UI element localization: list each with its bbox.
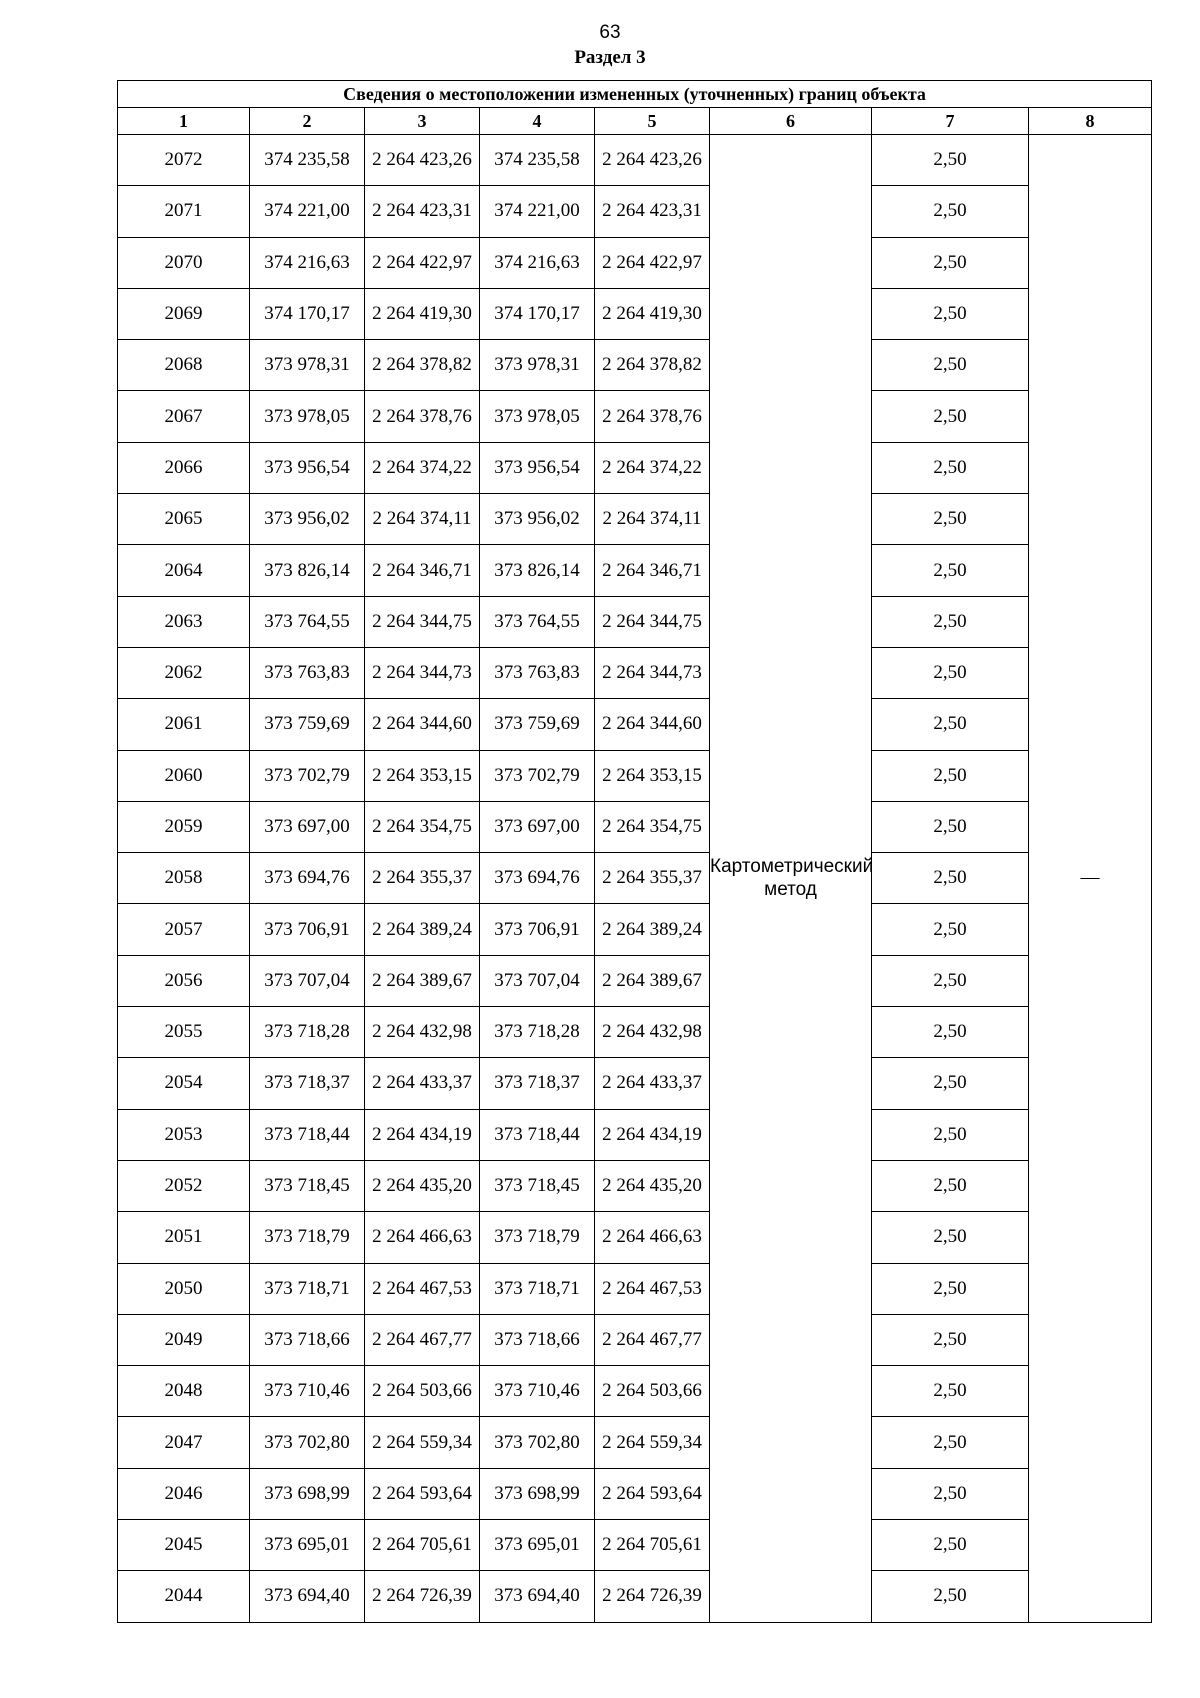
x-old-cell: 373 695,01 [250, 1520, 365, 1571]
y-old-cell: 2 264 344,60 [365, 699, 480, 750]
x-new-cell: 373 763,83 [480, 647, 595, 698]
point-number-cell: 2048 [118, 1366, 250, 1417]
y-old-cell: 2 264 433,37 [365, 1058, 480, 1109]
accuracy-cell: 2,50 [872, 1058, 1029, 1109]
x-old-cell: 373 718,45 [250, 1160, 365, 1211]
point-number-cell: 2051 [118, 1212, 250, 1263]
y-new-cell: 2 264 435,20 [595, 1160, 710, 1211]
x-new-cell: 373 978,05 [480, 391, 595, 442]
point-number-cell: 2056 [118, 955, 250, 1006]
y-new-cell: 2 264 344,75 [595, 596, 710, 647]
y-new-cell: 2 264 432,98 [595, 1007, 710, 1058]
y-old-cell: 2 264 374,11 [365, 494, 480, 545]
x-old-cell: 373 698,99 [250, 1468, 365, 1519]
y-new-cell: 2 264 374,22 [595, 442, 710, 493]
y-old-cell: 2 264 422,97 [365, 237, 480, 288]
accuracy-cell: 2,50 [872, 750, 1029, 801]
table-row [118, 699, 1152, 750]
x-new-cell: 373 759,69 [480, 699, 595, 750]
table-row [118, 135, 1152, 186]
x-old-cell: 373 826,14 [250, 545, 365, 596]
accuracy-cell: 2,50 [872, 699, 1029, 750]
point-number-cell: 2055 [118, 1007, 250, 1058]
point-number-cell: 2067 [118, 391, 250, 442]
table-row [118, 647, 1152, 698]
x-new-cell: 374 221,00 [480, 186, 595, 237]
table-row [118, 237, 1152, 288]
point-number-cell: 2063 [118, 596, 250, 647]
x-old-cell: 373 702,80 [250, 1417, 365, 1468]
x-new-cell: 373 718,28 [480, 1007, 595, 1058]
accuracy-cell: 2,50 [872, 801, 1029, 852]
accuracy-cell: 2,50 [872, 904, 1029, 955]
table-body [118, 135, 1152, 1623]
y-new-cell: 2 264 378,76 [595, 391, 710, 442]
accuracy-cell: 2,50 [872, 1520, 1029, 1571]
y-old-cell: 2 264 593,64 [365, 1468, 480, 1519]
x-old-cell: 373 718,37 [250, 1058, 365, 1109]
y-new-cell: 2 264 559,34 [595, 1417, 710, 1468]
accuracy-cell: 2,50 [872, 1314, 1029, 1365]
coordinates-table [117, 80, 1152, 1623]
y-new-cell: 2 264 355,37 [595, 853, 710, 904]
x-old-cell: 373 764,55 [250, 596, 365, 647]
x-new-cell: 373 718,79 [480, 1212, 595, 1263]
table-row [118, 1160, 1152, 1211]
accuracy-cell: 2,50 [872, 186, 1029, 237]
y-old-cell: 2 264 467,53 [365, 1263, 480, 1314]
table-row [118, 1417, 1152, 1468]
table-row [118, 442, 1152, 493]
y-new-cell: 2 264 389,67 [595, 955, 710, 1006]
y-old-cell: 2 264 559,34 [365, 1417, 480, 1468]
point-number-cell: 2071 [118, 186, 250, 237]
table-caption: Сведения о местоположении измененных (уточненных) границ объекта [118, 81, 1152, 108]
accuracy-cell: 2,50 [872, 596, 1029, 647]
y-old-cell: 2 264 378,76 [365, 391, 480, 442]
y-old-cell: 2 264 705,61 [365, 1520, 480, 1571]
accuracy-cell: 2,50 [872, 135, 1029, 186]
x-new-cell: 373 978,31 [480, 340, 595, 391]
x-new-cell: 373 702,80 [480, 1417, 595, 1468]
x-new-cell: 373 694,76 [480, 853, 595, 904]
accuracy-cell: 2,50 [872, 391, 1029, 442]
table-row [118, 1520, 1152, 1571]
y-old-cell: 2 264 726,39 [365, 1571, 480, 1622]
accuracy-cell: 2,50 [872, 545, 1029, 596]
y-old-cell: 2 264 353,15 [365, 750, 480, 801]
x-new-cell: 373 956,02 [480, 494, 595, 545]
x-old-cell: 373 718,79 [250, 1212, 365, 1263]
y-new-cell: 2 264 378,82 [595, 340, 710, 391]
table-row [118, 340, 1152, 391]
section-title: Раздел 3 [574, 47, 646, 68]
column-number: 2 [250, 108, 365, 135]
point-number-cell: 2053 [118, 1109, 250, 1160]
table-row [118, 288, 1152, 339]
note-cell: — [1029, 135, 1152, 1623]
point-number-cell: 2047 [118, 1417, 250, 1468]
y-old-cell: 2 264 344,73 [365, 647, 480, 698]
x-old-cell: 373 956,54 [250, 442, 365, 493]
table-row [118, 955, 1152, 1006]
x-new-cell: 373 718,45 [480, 1160, 595, 1211]
column-number-row [118, 108, 1152, 135]
y-old-cell: 2 264 346,71 [365, 545, 480, 596]
table-row [118, 1263, 1152, 1314]
point-number-cell: 2061 [118, 699, 250, 750]
y-new-cell: 2 264 593,64 [595, 1468, 710, 1519]
x-new-cell: 373 697,00 [480, 801, 595, 852]
y-new-cell: 2 264 389,24 [595, 904, 710, 955]
y-new-cell: 2 264 726,39 [595, 1571, 710, 1622]
table-row [118, 1571, 1152, 1622]
point-number-cell: 2052 [118, 1160, 250, 1211]
x-old-cell: 373 710,46 [250, 1366, 365, 1417]
table-row [118, 391, 1152, 442]
x-old-cell: 374 235,58 [250, 135, 365, 186]
accuracy-cell: 2,50 [872, 647, 1029, 698]
y-new-cell: 2 264 467,77 [595, 1314, 710, 1365]
x-old-cell: 374 221,00 [250, 186, 365, 237]
point-number-cell: 2066 [118, 442, 250, 493]
accuracy-cell: 2,50 [872, 1571, 1029, 1622]
y-new-cell: 2 264 419,30 [595, 288, 710, 339]
table-row [118, 1212, 1152, 1263]
accuracy-cell: 2,50 [872, 1160, 1029, 1211]
x-new-cell: 373 702,79 [480, 750, 595, 801]
table-row [118, 1366, 1152, 1417]
accuracy-cell: 2,50 [872, 1417, 1029, 1468]
x-new-cell: 373 764,55 [480, 596, 595, 647]
x-old-cell: 373 956,02 [250, 494, 365, 545]
point-number-cell: 2058 [118, 853, 250, 904]
point-number-cell: 2064 [118, 545, 250, 596]
accuracy-cell: 2,50 [872, 1263, 1029, 1314]
y-new-cell: 2 264 433,37 [595, 1058, 710, 1109]
table-row [118, 750, 1152, 801]
y-old-cell: 2 264 423,31 [365, 186, 480, 237]
x-new-cell: 373 718,44 [480, 1109, 595, 1160]
y-new-cell: 2 264 705,61 [595, 1520, 710, 1571]
point-number-cell: 2069 [118, 288, 250, 339]
y-new-cell: 2 264 423,26 [595, 135, 710, 186]
x-new-cell: 373 707,04 [480, 955, 595, 1006]
point-number-cell: 2046 [118, 1468, 250, 1519]
x-old-cell: 373 702,79 [250, 750, 365, 801]
y-old-cell: 2 264 423,26 [365, 135, 480, 186]
table-row [118, 1109, 1152, 1160]
x-old-cell: 373 718,28 [250, 1007, 365, 1058]
x-new-cell: 374 216,63 [480, 237, 595, 288]
accuracy-cell: 2,50 [872, 1366, 1029, 1417]
accuracy-cell: 2,50 [872, 1109, 1029, 1160]
y-new-cell: 2 264 346,71 [595, 545, 710, 596]
y-old-cell: 2 264 435,20 [365, 1160, 480, 1211]
accuracy-cell: 2,50 [872, 1212, 1029, 1263]
x-new-cell: 373 718,71 [480, 1263, 595, 1314]
y-old-cell: 2 264 378,82 [365, 340, 480, 391]
point-number-cell: 2045 [118, 1520, 250, 1571]
point-number-cell: 2060 [118, 750, 250, 801]
y-new-cell: 2 264 353,15 [595, 750, 710, 801]
y-new-cell: 2 264 467,53 [595, 1263, 710, 1314]
point-number-cell: 2050 [118, 1263, 250, 1314]
accuracy-cell: 2,50 [872, 442, 1029, 493]
accuracy-cell: 2,50 [872, 288, 1029, 339]
table-row [118, 853, 1152, 904]
x-new-cell: 373 826,14 [480, 545, 595, 596]
y-new-cell: 2 264 503,66 [595, 1366, 710, 1417]
x-new-cell: 374 170,17 [480, 288, 595, 339]
point-number-cell: 2049 [118, 1314, 250, 1365]
column-number: 4 [480, 108, 595, 135]
y-new-cell: 2 264 434,19 [595, 1109, 710, 1160]
accuracy-cell: 2,50 [872, 1468, 1029, 1519]
point-number-cell: 2068 [118, 340, 250, 391]
y-old-cell: 2 264 344,75 [365, 596, 480, 647]
accuracy-cell: 2,50 [872, 955, 1029, 1006]
point-number-cell: 2062 [118, 647, 250, 698]
x-old-cell: 374 170,17 [250, 288, 365, 339]
table-row [118, 1058, 1152, 1109]
x-old-cell: 373 707,04 [250, 955, 365, 1006]
x-new-cell: 373 695,01 [480, 1520, 595, 1571]
x-old-cell: 373 978,05 [250, 391, 365, 442]
table-row [118, 1314, 1152, 1365]
column-number: 7 [872, 108, 1029, 135]
page-number: 63 [599, 22, 621, 43]
y-old-cell: 2 264 432,98 [365, 1007, 480, 1058]
accuracy-cell: 2,50 [872, 853, 1029, 904]
table-row [118, 186, 1152, 237]
y-new-cell: 2 264 466,63 [595, 1212, 710, 1263]
y-old-cell: 2 264 354,75 [365, 801, 480, 852]
y-old-cell: 2 264 389,24 [365, 904, 480, 955]
column-number: 3 [365, 108, 480, 135]
x-new-cell: 373 694,40 [480, 1571, 595, 1622]
point-number-cell: 2057 [118, 904, 250, 955]
point-number-cell: 2072 [118, 135, 250, 186]
x-old-cell: 373 694,40 [250, 1571, 365, 1622]
x-old-cell: 373 718,44 [250, 1109, 365, 1160]
y-old-cell: 2 264 374,22 [365, 442, 480, 493]
accuracy-cell: 2,50 [872, 494, 1029, 545]
x-new-cell: 373 698,99 [480, 1468, 595, 1519]
column-number: 1 [118, 108, 250, 135]
y-new-cell: 2 264 354,75 [595, 801, 710, 852]
x-old-cell: 373 978,31 [250, 340, 365, 391]
table-row [118, 904, 1152, 955]
x-new-cell: 373 706,91 [480, 904, 595, 955]
x-old-cell: 373 706,91 [250, 904, 365, 955]
x-old-cell: 374 216,63 [250, 237, 365, 288]
x-old-cell: 373 718,66 [250, 1314, 365, 1365]
y-old-cell: 2 264 503,66 [365, 1366, 480, 1417]
y-new-cell: 2 264 344,73 [595, 647, 710, 698]
table-row [118, 596, 1152, 647]
table-row [118, 545, 1152, 596]
x-new-cell: 373 718,66 [480, 1314, 595, 1365]
x-new-cell: 373 718,37 [480, 1058, 595, 1109]
x-old-cell: 373 718,71 [250, 1263, 365, 1314]
x-old-cell: 373 759,69 [250, 699, 365, 750]
y-new-cell: 2 264 344,60 [595, 699, 710, 750]
x-new-cell: 374 235,58 [480, 135, 595, 186]
x-new-cell: 373 956,54 [480, 442, 595, 493]
column-number: 5 [595, 108, 710, 135]
column-number: 6 [710, 108, 872, 135]
point-number-cell: 2044 [118, 1571, 250, 1622]
y-old-cell: 2 264 389,67 [365, 955, 480, 1006]
table-row [118, 494, 1152, 545]
column-number: 8 [1029, 108, 1152, 135]
point-number-cell: 2065 [118, 494, 250, 545]
y-old-cell: 2 264 419,30 [365, 288, 480, 339]
y-old-cell: 2 264 355,37 [365, 853, 480, 904]
table-row [118, 1007, 1152, 1058]
y-old-cell: 2 264 467,77 [365, 1314, 480, 1365]
method-cell: Картометрический метод [710, 135, 872, 1623]
accuracy-cell: 2,50 [872, 237, 1029, 288]
x-old-cell: 373 694,76 [250, 853, 365, 904]
y-new-cell: 2 264 423,31 [595, 186, 710, 237]
x-new-cell: 373 710,46 [480, 1366, 595, 1417]
point-number-cell: 2054 [118, 1058, 250, 1109]
point-number-cell: 2070 [118, 237, 250, 288]
table-row [118, 801, 1152, 852]
accuracy-cell: 2,50 [872, 340, 1029, 391]
y-new-cell: 2 264 422,97 [595, 237, 710, 288]
y-old-cell: 2 264 466,63 [365, 1212, 480, 1263]
accuracy-cell: 2,50 [872, 1007, 1029, 1058]
table-row [118, 1468, 1152, 1519]
point-number-cell: 2059 [118, 801, 250, 852]
y-new-cell: 2 264 374,11 [595, 494, 710, 545]
x-old-cell: 373 697,00 [250, 801, 365, 852]
y-old-cell: 2 264 434,19 [365, 1109, 480, 1160]
x-old-cell: 373 763,83 [250, 647, 365, 698]
